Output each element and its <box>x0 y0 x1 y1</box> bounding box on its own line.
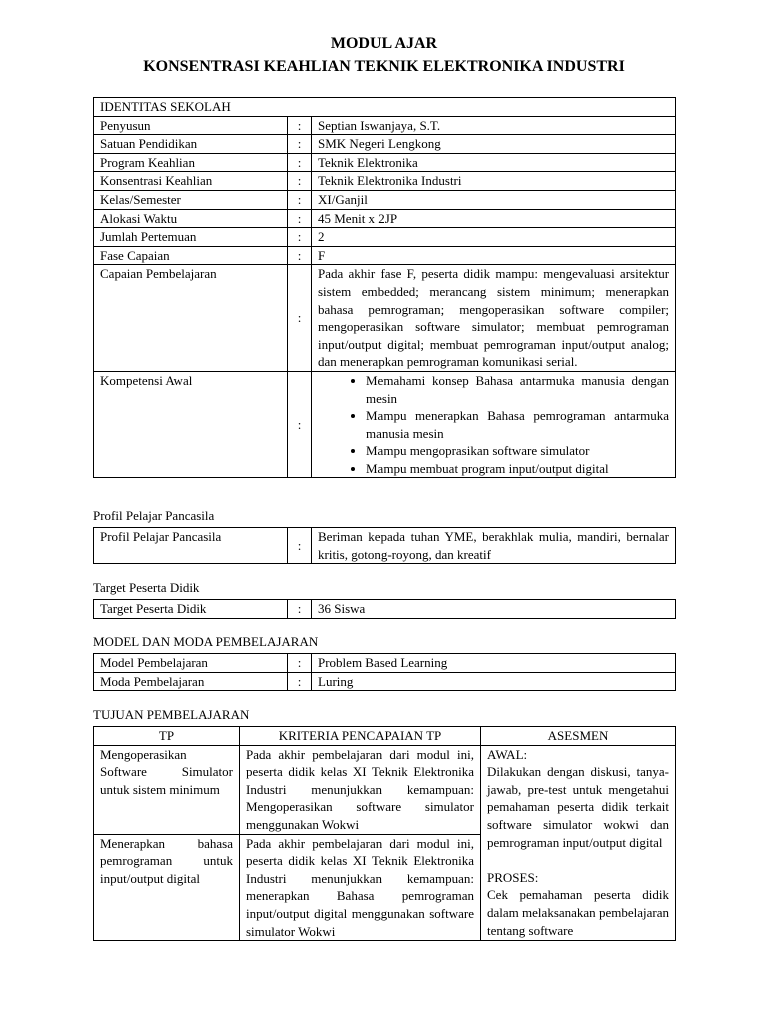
kompetensi-list-cell <box>312 371 676 478</box>
asesmen-awal-label: AWAL: <box>487 746 528 762</box>
capaian-label: Capaian Pembelajaran <box>94 265 288 372</box>
table-row <box>94 135 676 154</box>
table-header-row <box>94 727 676 746</box>
list-item: • Memahami konsep Bahasa antarmuka manusia dengan mesin <box>366 372 669 407</box>
section-title-tujuan: TUJUAN PEMBELAJARAN <box>93 707 250 722</box>
table-row <box>94 654 676 673</box>
table-row <box>94 172 676 191</box>
colon: : <box>288 265 312 372</box>
row-label: Profil Pelajar Pancasila <box>94 528 288 564</box>
colon: : <box>288 135 312 154</box>
table-row <box>94 246 676 265</box>
row-value: Teknik Elektronika Industri <box>312 172 676 191</box>
table-row <box>94 228 676 247</box>
table-row <box>94 528 676 564</box>
document-title: MODUL AJAR <box>330 35 438 52</box>
target-table <box>93 599 676 619</box>
table-row <box>94 600 676 619</box>
spacer <box>487 851 669 869</box>
profil-table <box>93 527 676 564</box>
colon: : <box>288 153 312 172</box>
kompetensi-label: Kompetensi Awal <box>94 371 288 478</box>
section-title-target: Target Peserta Didik <box>93 580 200 595</box>
kriteria-cell: Pada akhir pembelajaran dari modul ini, peserta didik kelas XI Teknik Elektronika Industri menunjukkan kemampuan: Mengoperasikan software simulator menggunakan Wokwi <box>240 745 481 834</box>
kriteria-cell: Pada akhir pembelajaran dari modul ini, peserta didik kelas XI Teknik Elektronika Industri menunjukkan kemampuan: menerapkan Bahasa pemrograman input/output digital menggunakan software simulator Wokwi <box>240 834 481 941</box>
table-row <box>94 209 676 228</box>
row-value: XI/Ganjil <box>312 190 676 209</box>
column-header: TP <box>94 727 240 746</box>
table-row <box>94 116 676 135</box>
row-label: Program Keahlian <box>94 153 288 172</box>
colon: : <box>288 371 312 478</box>
row-value: Septian Iswanjaya, S.T. <box>312 116 676 135</box>
row-label: Moda Pembelajaran <box>94 672 288 691</box>
row-label: Alokasi Waktu <box>94 209 288 228</box>
section-title-model: MODEL DAN MODA PEMBELAJARAN <box>93 634 319 649</box>
kompetensi-row <box>94 371 676 478</box>
colon: : <box>288 228 312 247</box>
asesmen-awal-text: Dilakukan dengan diskusi, tanya-jawab, pre-test untuk mengetahui pemahaman peserta didik terkait software simulator wokwi dan pemrograman input/output digital <box>487 764 669 850</box>
row-value: F <box>312 246 676 265</box>
model-table <box>93 653 676 691</box>
list-item: • Mampu mengoprasikan software simulator <box>366 442 669 460</box>
document-subtitle: KONSENTRASI KEAHLIAN TEKNIK ELEKTRONIKA INDUSTRI <box>143 58 625 75</box>
row-value: Teknik Elektronika <box>312 153 676 172</box>
row-label: Target Peserta Didik <box>94 600 288 619</box>
asesmen-proses-label: PROSES: <box>487 869 539 885</box>
table-row <box>94 190 676 209</box>
colon: : <box>288 654 312 673</box>
table-row <box>94 672 676 691</box>
row-value: 36 Siswa <box>312 600 676 619</box>
row-label: Kelas/Semester <box>94 190 288 209</box>
row-value: Luring <box>312 672 676 691</box>
table-row <box>94 745 676 834</box>
kompetensi-list <box>318 372 669 478</box>
capaian-row <box>94 265 676 372</box>
row-label: Penyusun <box>94 116 288 135</box>
row-label: Konsentrasi Keahlian <box>94 172 288 191</box>
colon: : <box>288 172 312 191</box>
tp-cell: Mengoperasikan Software Simulator untuk sistem minimum <box>94 745 240 834</box>
row-value: 2 <box>312 228 676 247</box>
row-value: Problem Based Learning <box>312 654 676 673</box>
row-label: Model Pembelajaran <box>94 654 288 673</box>
list-item: • Mampu menerapkan Bahasa pemrograman antarmuka manusia mesin <box>366 407 669 442</box>
colon: : <box>288 116 312 135</box>
colon: : <box>288 190 312 209</box>
colon: : <box>288 672 312 691</box>
row-label: Fase Capaian <box>94 246 288 265</box>
tp-cell: Menerapkan bahasa pemrograman untuk input/output digital <box>94 834 240 941</box>
identitas-sekolah-table <box>93 97 676 478</box>
asesmen-cell <box>481 745 676 941</box>
tujuan-table <box>93 726 676 941</box>
row-label: Satuan Pendidikan <box>94 135 288 154</box>
row-value: SMK Negeri Lengkong <box>312 135 676 154</box>
row-value: Beriman kepada tuhan YME, berakhlak mulia, mandiri, bernalar kritis, gotong-royong, dan kreatif <box>312 528 676 564</box>
section-title-profil: Profil Pelajar Pancasila <box>93 508 215 523</box>
colon: : <box>288 528 312 564</box>
row-label: Jumlah Pertemuan <box>94 228 288 247</box>
capaian-value: Pada akhir fase F, peserta didik mampu: mengevaluasi arsitektur sistem embedded; merancang sistem minimum; menerapkan bahasa pemrograman; mengoperasikan software compiler; mengoperasikan software simulator; membuat pemrograman input/output digital; membuat pemrograman input/output analog; dan menerapkan pemrograman komunikasi serial. <box>312 265 676 372</box>
table-row <box>94 153 676 172</box>
row-value: 45 Menit x 2JP <box>312 209 676 228</box>
column-header: KRITERIA PENCAPAIAN TP <box>240 727 481 746</box>
column-header: ASESMEN <box>481 727 676 746</box>
asesmen-proses-text: Cek pemahaman peserta didik dalam melaksanakan pembelajaran tentang software <box>487 887 669 938</box>
identitas-header: IDENTITAS SEKOLAH <box>94 98 676 117</box>
list-item: • Mampu membuat program input/output digital <box>366 460 669 478</box>
colon: : <box>288 246 312 265</box>
colon: : <box>288 209 312 228</box>
colon: : <box>288 600 312 619</box>
